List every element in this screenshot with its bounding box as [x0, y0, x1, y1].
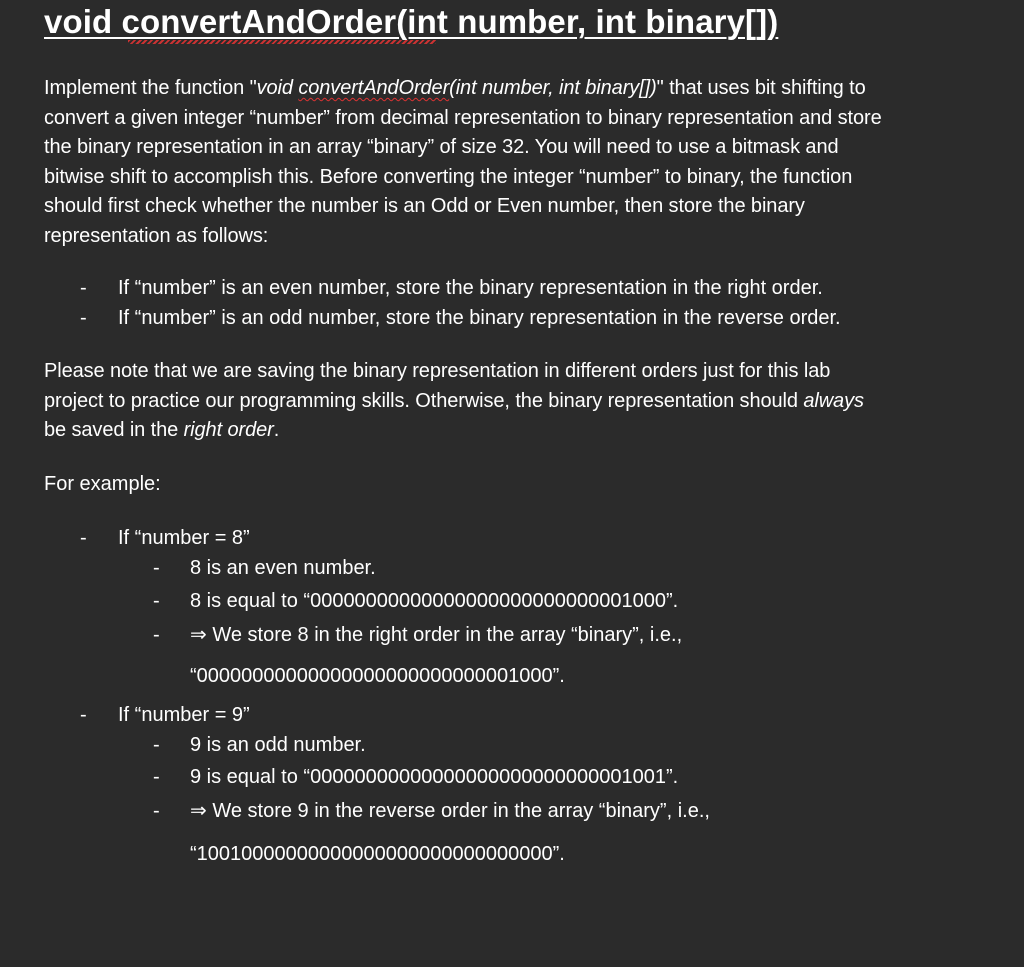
bullet-dash: - [80, 527, 87, 549]
example-2-result: “10010000000000000000000000000000”. [190, 843, 565, 865]
spellcheck-underline [128, 40, 436, 44]
example-2-item: 9 is an odd number. [190, 734, 366, 756]
intro-line-1 [44, 74, 882, 104]
note-line-3 [44, 416, 864, 446]
note-emphasis: right order [183, 419, 274, 442]
bullet-dash: - [80, 307, 87, 329]
example-1-item: 8 is equal to “00000000000000000000000000001000”. [190, 590, 679, 612]
intro-paragraph [44, 74, 882, 252]
example-2-label: If “number = 9” [118, 704, 250, 726]
example-1-item: ⇒ We store 8 in the right order in the array “binary”, i.e., [190, 624, 683, 646]
sub-bullet-dash: - [153, 624, 160, 646]
function-signature-void: void [256, 77, 299, 99]
note-text: . [273, 419, 280, 442]
note-text: be saved in the [44, 419, 184, 442]
sub-bullet-dash: - [153, 800, 160, 822]
function-signature-name: convertAndOrder [298, 77, 450, 99]
sub-bullet-dash: - [153, 766, 160, 788]
example-1-label: If “number = 8” [118, 527, 250, 549]
example-2-item: ⇒ We store 9 in the reverse order in the array “binary”, i.e., [190, 800, 710, 822]
intro-line-3: the binary representation in an array “binary” of size 32. You will need to use a bitmask and [44, 136, 839, 159]
function-signature-params: (int number, int binary[]) [449, 77, 657, 99]
intro-text: Implement the function " [44, 77, 257, 99]
example-heading: For example: [44, 473, 161, 495]
note-line-1: Please note that we are saving the binary representation in different orders just for this lab [44, 360, 831, 382]
intro-line-4: bitwise shift to accomplish this. Before converting the integer “number” to binary, the function [44, 165, 853, 188]
note-emphasis: always [803, 389, 864, 412]
intro-line-6: representation as follows: [44, 224, 269, 247]
note-paragraph [44, 357, 864, 446]
sub-bullet-dash: - [153, 557, 160, 579]
intro-text: " that uses bit shifting to [656, 77, 866, 99]
page-title: void convertAndOrder(int number, int binary[]) [44, 3, 779, 40]
example-1-item: 8 is an even number. [190, 557, 376, 579]
sub-bullet-dash: - [153, 590, 160, 612]
intro-line-5: should first check whether the number is an Odd or Even number, then store the binary [44, 195, 805, 218]
note-line-2 [44, 387, 864, 417]
rule-even: If “number” is an even number, store the binary representation in the right order. [118, 277, 823, 299]
rule-odd: If “number” is an odd number, store the binary representation in the reverse order. [118, 307, 841, 329]
bullet-dash: - [80, 704, 87, 726]
bullet-dash: - [80, 277, 87, 299]
example-1-result: “00000000000000000000000000001000”. [190, 665, 565, 687]
sub-bullet-dash: - [153, 734, 160, 756]
example-2-item: 9 is equal to “00000000000000000000000000001001”. [190, 766, 679, 788]
note-text: project to practice our programming skills. Otherwise, the binary representation should [44, 389, 804, 412]
intro-line-2: convert a given integer “number” from decimal representation to binary representation and store [44, 106, 882, 129]
